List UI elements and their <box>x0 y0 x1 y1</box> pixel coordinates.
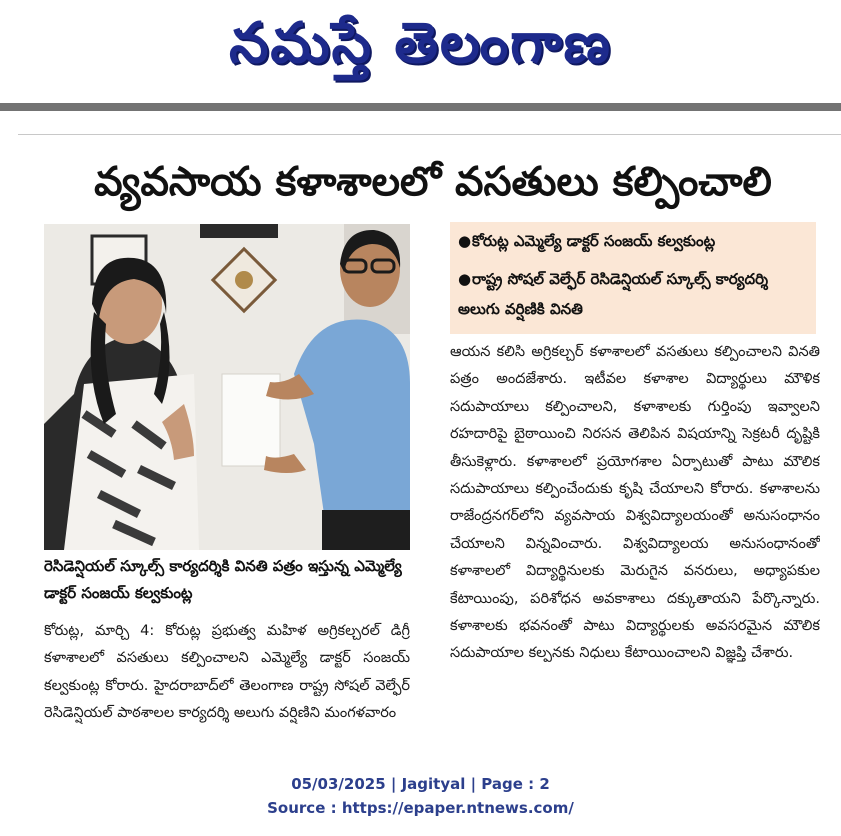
photo-caption: రెసిడెన్షియల్ స్కూల్స్ కార్యదర్శికి వినతి పత్రం ఇస్తున్న ఎమ్మెల్యే డాక్టర్ సంజయ్ కల్వకుంట్ల <box>44 557 402 602</box>
highlight-text: కోరుట్ల ఎమ్మెల్యే డాక్టర్ సంజయ్ కల్వకుంట్ల <box>472 232 716 250</box>
article-body-left: కోరుట్ల, మార్చి 4: కోరుట్ల ప్రభుత్వ మహిళ అగ్రికల్చరల్ డిగ్రీ కళాశాలలో వసతులు కల్పించాలని ఎమ్మెల్యే డాక్టర్ సంజయ్ కల్వకుంట్ల కోరారు. హైదరాబాద్‌లో తెలంగాణ రాష్ట్ర సోషల్ వెల్ఫేర్ రెసిడెన్షియల్ పాఠశాలల కార్యదర్శి అలుగు వర్షిణిని మంగళవారం <box>44 623 410 722</box>
masthead-title: నమస్తే తెలంగాణ <box>229 10 612 76</box>
edition-info: 05/03/2025 | Jagityal | Page : 2 <box>291 775 550 793</box>
bullet-dot-icon: ● <box>458 270 472 288</box>
highlight-item <box>458 264 808 324</box>
highlight-item <box>458 226 808 256</box>
source-link[interactable]: Source : https://epaper.ntnews.com/ <box>267 799 574 817</box>
article-headline: వ్యవసాయ కళాశాలలో వసతులు కల్పించాలి <box>94 159 772 205</box>
bullet-dot-icon: ● <box>458 232 472 250</box>
highlight-text: రాష్ట్ర సోషల్ వెల్ఫేర్ రెసిడెన్షియల్ స్కూల్స్ కార్యదర్శి అలుగు వర్షిణికి వినతి <box>458 270 769 318</box>
highlights-box <box>450 222 816 334</box>
photo-illustration <box>44 224 410 550</box>
article-body-right: ఆయన కలిసి అగ్రికల్చర్ కళాశాలలో వసతులు కల్పించాలని వినతి పత్రం అందజేశారు. ఇటీవల కళాశాల విద్యార్థులు మౌళిక సదుపాయాలు కల్పించాలని, కళాశాలకు గుర్తింపు ఇవ్వాలని రహదారిపై బైఠాయించి నిరసన తెలిపిన విషయాన్ని సెక్రటరీ దృష్టికి తీసుకెళ్లారు. కళాశాలలో ప్రయోగశాల ఏర్పాటుతో పాటు మౌలిక సదుపాయాలు కల్పించేందుకు కృషి చేయాలని కోరారు. కళాశాలను రాజేంద్రనగర్‌లోని వ్యవసాయ విశ్వవిద్యాలయంతో అనుసంధానం చేయాలని విన్నవించారు. విశ్వవిద్యాలయ అనుసంధానంతో కళాశాలలో విద్యార్థినులకు మెరుగైన వనరులు, అధ్యాపకుల కేటాయింపు, పరిశోధన అవకాశాలు దక్కుతాయని పేర్కొన్నారు. కళాశాలకు భవనంతో పాటు విద్యార్థులకు అవసరమైన మౌలిక సదుపాయాల కల్పనకు నిధులు కేటాయించాలని విజ్ఞప్తి చేశారు. <box>450 344 820 662</box>
article-photo <box>44 224 410 550</box>
masthead-divider <box>0 103 841 111</box>
article <box>18 134 841 754</box>
newspaper-masthead <box>0 0 841 100</box>
page-footer <box>0 772 841 820</box>
